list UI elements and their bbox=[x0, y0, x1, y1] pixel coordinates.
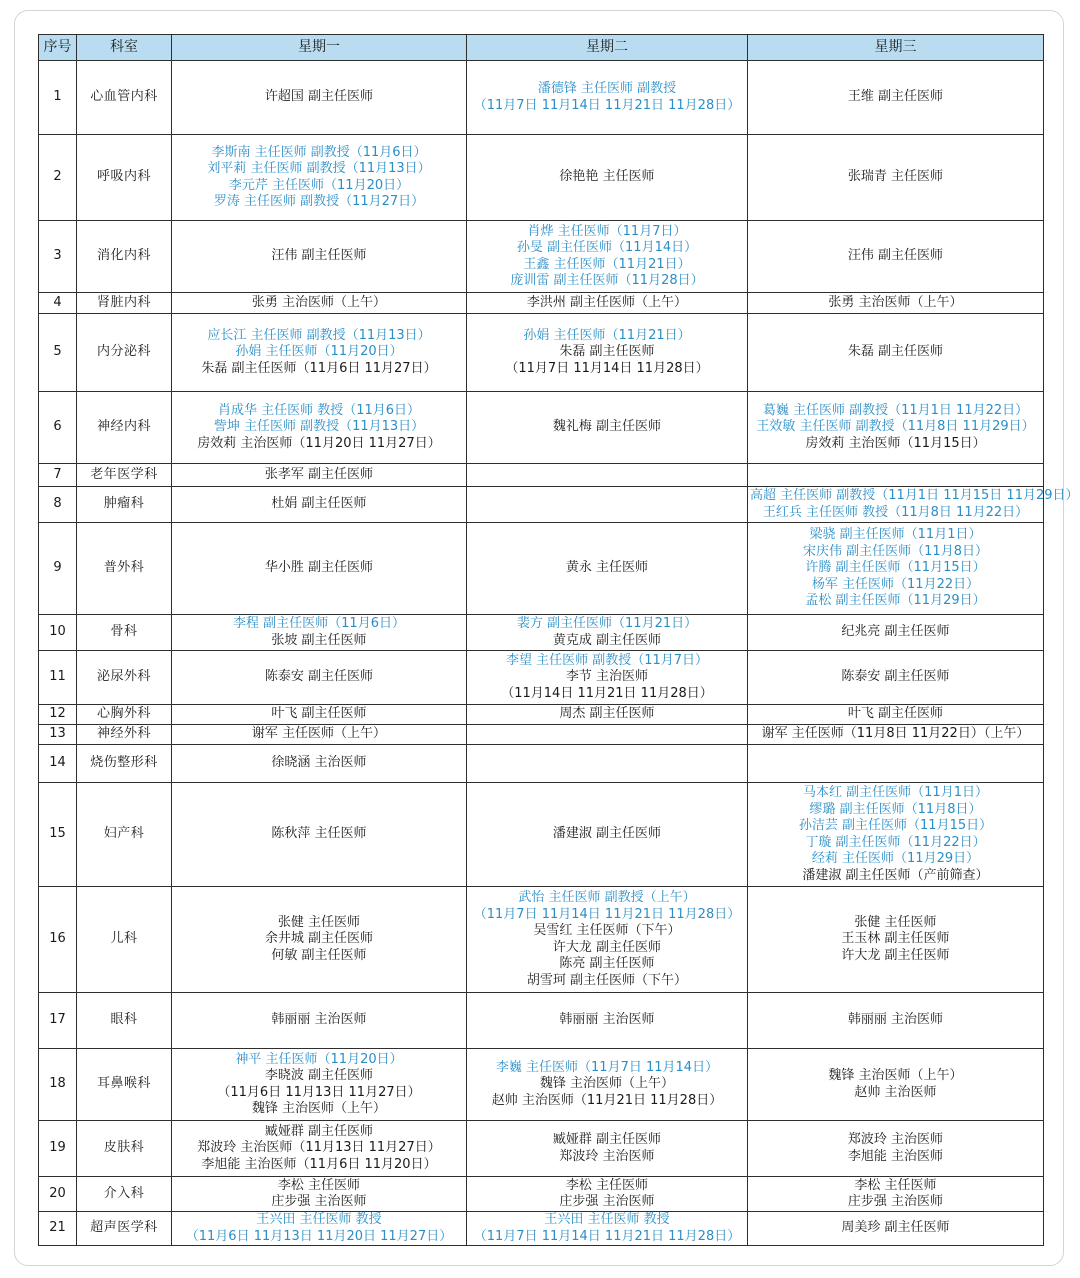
doctor-entry: （11月6日 11月13日 11月20日 11月27日） bbox=[185, 1228, 453, 1244]
wednesday-cell bbox=[748, 314, 1044, 392]
doctor-entry: 房效莉 主治医师（11月15日） bbox=[805, 435, 986, 451]
wednesday-cell bbox=[748, 783, 1044, 887]
department-name: 内分泌科 bbox=[77, 314, 172, 392]
monday-cell bbox=[172, 651, 467, 705]
doctor-entry: 李斯南 主任医师 副教授（11月6日） bbox=[211, 144, 427, 160]
doctor-entry: 张健 主任医师 bbox=[277, 914, 361, 930]
monday-cell bbox=[172, 1121, 467, 1177]
table-row bbox=[39, 392, 1044, 464]
department-name: 老年医学科 bbox=[77, 464, 172, 487]
monday-cell bbox=[172, 725, 467, 745]
tuesday-cell bbox=[467, 464, 748, 487]
tuesday-cell bbox=[467, 783, 748, 887]
monday-cell bbox=[172, 135, 467, 221]
department-name: 骨科 bbox=[77, 615, 172, 651]
tuesday-cell bbox=[467, 487, 748, 523]
department-name: 儿科 bbox=[77, 887, 172, 993]
table-row bbox=[39, 1049, 1044, 1121]
tuesday-cell bbox=[467, 61, 748, 135]
doctor-entry: 臧娅群 副主任医师 bbox=[552, 1132, 662, 1147]
doctor-entry: 潘德锋 主任医师 副教授 bbox=[537, 81, 677, 96]
doctor-entry: 李程 副主任医师（11月6日） bbox=[233, 616, 405, 631]
table-row bbox=[39, 1177, 1044, 1212]
doctor-entry: 郑波玲 主治医师 bbox=[559, 1148, 655, 1164]
header-tuesday: 星期二 bbox=[467, 35, 748, 61]
monday-cell bbox=[172, 887, 467, 993]
monday-cell bbox=[172, 993, 467, 1049]
wednesday-cell bbox=[748, 1212, 1044, 1246]
row-number: 6 bbox=[39, 392, 77, 464]
table-row bbox=[39, 783, 1044, 887]
tuesday-cell bbox=[467, 293, 748, 314]
doctor-entry: 赵帅 主治医师 bbox=[854, 1084, 937, 1100]
department-name: 神经外科 bbox=[77, 725, 172, 745]
monday-cell bbox=[172, 293, 467, 314]
doctor-entry: 赵帅 主治医师（11月21日 11月28日） bbox=[491, 1092, 723, 1108]
wednesday-cell bbox=[748, 135, 1044, 221]
department-name: 烧伤整形科 bbox=[77, 745, 172, 783]
doctor-entry: 纪兆亮 副主任医师 bbox=[841, 624, 950, 640]
table-row bbox=[39, 487, 1044, 523]
doctor-entry: 李旭能 主治医师 bbox=[847, 1148, 944, 1164]
header-row bbox=[39, 35, 1044, 61]
doctor-entry: 张坡 副主任医师 bbox=[271, 632, 367, 648]
doctor-entry: 黄永 主任医师 bbox=[565, 560, 649, 576]
table-row bbox=[39, 293, 1044, 314]
doctor-entry: 潘建淑 副主任医师（产前筛查） bbox=[802, 867, 989, 883]
row-number: 21 bbox=[39, 1212, 77, 1246]
table-row bbox=[39, 745, 1044, 783]
doctor-entry: 王玉林 副主任医师 bbox=[841, 931, 950, 947]
doctor-entry: 裴方 副主任医师（11月21日） bbox=[516, 616, 698, 631]
doctor-entry: 杜娟 副主任医师 bbox=[271, 496, 367, 512]
wednesday-cell bbox=[748, 221, 1044, 293]
doctor-entry: 许超国 副主任医师 bbox=[264, 89, 374, 105]
doctor-entry: 张孝军 副主任医师 bbox=[264, 466, 374, 482]
tuesday-cell bbox=[467, 651, 748, 705]
department-name: 消化内科 bbox=[77, 221, 172, 293]
row-number: 17 bbox=[39, 993, 77, 1049]
row-number: 10 bbox=[39, 615, 77, 651]
doctor-entry: 孙娟 主任医师（11月21日） bbox=[523, 327, 691, 343]
row-number: 11 bbox=[39, 651, 77, 705]
wednesday-cell bbox=[748, 745, 1044, 783]
table-row bbox=[39, 314, 1044, 392]
doctor-entry: 吴雪红 主任医师（下午） bbox=[533, 923, 681, 938]
tuesday-cell bbox=[467, 745, 748, 783]
row-number: 4 bbox=[39, 293, 77, 314]
doctor-entry: 梁骁 副主任医师（11月1日） bbox=[809, 527, 982, 543]
department-name: 呼吸内科 bbox=[77, 135, 172, 221]
doctor-entry: 谢军 主任医师（上午） bbox=[251, 726, 387, 742]
doctor-entry: 陈亮 副主任医师 bbox=[559, 956, 655, 971]
monday-cell bbox=[172, 464, 467, 487]
doctor-entry: 李巍 主任医师（11月7日 11月14日） bbox=[495, 1059, 719, 1075]
doctor-entry: 李洪州 副主任医师（上午） bbox=[526, 294, 688, 310]
tuesday-cell bbox=[467, 221, 748, 293]
doctor-entry: 汪伟 副主任医师 bbox=[271, 248, 367, 264]
doctor-entry: 李望 主任医师 副教授（11月7日） bbox=[505, 652, 709, 668]
monday-cell bbox=[172, 221, 467, 293]
table-row bbox=[39, 1212, 1044, 1246]
doctor-entry: 徐晓涵 主治医师 bbox=[271, 755, 367, 771]
row-number: 5 bbox=[39, 314, 77, 392]
doctor-entry: 郑波玲 主治医师（11月13日 11月27日） bbox=[197, 1140, 441, 1156]
table-row bbox=[39, 135, 1044, 221]
doctor-entry: 孙旻 副主任医师（11月14日） bbox=[516, 240, 698, 255]
doctor-entry: 房效莉 主治医师（11月20日 11月27日） bbox=[197, 435, 441, 451]
doctor-entry: 孙娟 主任医师（11月20日） bbox=[235, 344, 403, 360]
doctor-entry: 朱磊 副主任医师 bbox=[559, 344, 655, 360]
doctor-entry: 许腾 副主任医师（11月15日） bbox=[805, 560, 986, 576]
doctor-entry: 张勇 主治医师（上午） bbox=[251, 294, 387, 310]
monday-cell bbox=[172, 783, 467, 887]
doctor-entry: 黄克成 副主任医师 bbox=[552, 632, 662, 648]
monday-cell bbox=[172, 1212, 467, 1246]
wednesday-cell bbox=[748, 392, 1044, 464]
tuesday-cell bbox=[467, 135, 748, 221]
row-number: 16 bbox=[39, 887, 77, 993]
doctor-entry: （11月7日 11月14日 11月28日） bbox=[505, 360, 709, 376]
doctor-entry: 魏锋 主治医师（上午） bbox=[539, 1076, 675, 1092]
table-row bbox=[39, 887, 1044, 993]
doctor-entry: 庄步强 主治医师 bbox=[559, 1194, 655, 1209]
wednesday-cell bbox=[748, 61, 1044, 135]
doctor-entry: 訾坤 主任医师 副教授（11月13日） bbox=[213, 419, 425, 435]
monday-cell bbox=[172, 615, 467, 651]
row-number: 7 bbox=[39, 464, 77, 487]
doctor-entry: 庄步强 主治医师 bbox=[271, 1194, 367, 1209]
doctor-entry: 孙洁芸 副主任医师（11月15日） bbox=[798, 818, 993, 833]
doctor-entry: （11月6日 11月13日 11月27日） bbox=[217, 1084, 421, 1100]
schedule-body bbox=[39, 61, 1079, 1246]
doctor-entry: 王鑫 主任医师（11月21日） bbox=[523, 256, 691, 272]
monday-cell bbox=[172, 392, 467, 464]
doctor-entry: 臧娅群 副主任医师 bbox=[264, 1123, 374, 1139]
doctor-entry: 陈秋萍 主任医师 bbox=[271, 826, 367, 842]
doctor-entry: 马本红 副主任医师（11月1日） bbox=[803, 785, 988, 800]
doctor-entry: 周美珍 副主任医师 bbox=[841, 1220, 950, 1236]
monday-cell bbox=[172, 1049, 467, 1121]
table-row bbox=[39, 615, 1044, 651]
wednesday-cell bbox=[748, 487, 1079, 523]
table-row bbox=[39, 705, 1044, 725]
doctor-entry: 张勇 主治医师（上午） bbox=[828, 294, 963, 310]
doctor-entry: 李元芹 主任医师（11月20日） bbox=[228, 177, 410, 193]
doctor-entry: 肖烨 主任医师（11月7日） bbox=[527, 223, 687, 239]
doctor-entry: 潘建淑 副主任医师 bbox=[552, 826, 662, 842]
wednesday-cell bbox=[748, 1049, 1044, 1121]
department-name: 眼科 bbox=[77, 993, 172, 1049]
monday-cell bbox=[172, 705, 467, 725]
doctor-entry: 郑波玲 主治医师 bbox=[847, 1132, 944, 1147]
doctor-entry: 孟松 副主任医师（11月29日） bbox=[805, 593, 986, 609]
tuesday-cell bbox=[467, 1177, 748, 1212]
doctor-entry: 叶飞 副主任医师 bbox=[847, 706, 944, 722]
doctor-entry: 韩丽丽 主治医师 bbox=[847, 1012, 944, 1028]
department-name: 心血管内科 bbox=[77, 61, 172, 135]
table-row bbox=[39, 725, 1044, 745]
row-number: 3 bbox=[39, 221, 77, 293]
doctor-entry: 王兴田 主任医师 教授 bbox=[256, 1212, 382, 1227]
wednesday-cell bbox=[748, 523, 1044, 615]
doctor-entry: 陈泰安 副主任医师 bbox=[264, 669, 374, 685]
doctor-entry: 李晓波 副主任医师 bbox=[264, 1068, 374, 1083]
doctor-entry: 王兴田 主任医师 教授 bbox=[544, 1212, 670, 1227]
row-number: 12 bbox=[39, 705, 77, 725]
wednesday-cell bbox=[748, 651, 1044, 705]
doctor-entry: 余井城 副主任医师 bbox=[264, 931, 374, 947]
doctor-entry: 庄步强 主治医师 bbox=[847, 1194, 944, 1209]
header-dept: 科室 bbox=[77, 35, 172, 61]
doctor-entry: 韩丽丽 主治医师 bbox=[271, 1012, 367, 1028]
doctor-entry: 肖成华 主任医师 教授（11月6日） bbox=[217, 402, 421, 418]
doctor-entry: 王效敏 主任医师 副教授（11月8日 11月29日） bbox=[756, 419, 1035, 435]
wednesday-cell bbox=[748, 293, 1044, 314]
department-name: 泌尿外科 bbox=[77, 651, 172, 705]
table-row bbox=[39, 523, 1044, 615]
doctor-entry: 韩丽丽 主治医师 bbox=[559, 1012, 655, 1028]
doctor-entry: （11月14日 11月21日 11月28日） bbox=[501, 685, 713, 701]
header-wednesday: 星期三 bbox=[748, 35, 1044, 61]
doctor-entry: 叶飞 副主任医师 bbox=[271, 706, 367, 722]
department-name: 心胸外科 bbox=[77, 705, 172, 725]
doctor-entry: 许大龙 副主任医师 bbox=[841, 947, 950, 963]
department-name: 肾脏内科 bbox=[77, 293, 172, 314]
wednesday-cell bbox=[748, 993, 1044, 1049]
doctor-entry: 葛巍 主任医师 副教授（11月1日 11月22日） bbox=[762, 402, 1029, 418]
doctor-entry: 缪璐 副主任医师（11月8日） bbox=[809, 801, 982, 817]
doctor-entry: 张瑞青 主任医师 bbox=[847, 169, 944, 185]
tuesday-cell bbox=[467, 993, 748, 1049]
tuesday-cell bbox=[467, 1121, 748, 1177]
doctor-entry: 谢军 主任医师（11月8日 11月22日）（上午） bbox=[761, 726, 1030, 742]
wednesday-cell bbox=[748, 705, 1044, 725]
doctor-entry: 李节 主治医师 bbox=[565, 669, 649, 685]
wednesday-cell bbox=[748, 1121, 1044, 1177]
row-number: 9 bbox=[39, 523, 77, 615]
doctor-entry: 朱磊 副主任医师 bbox=[847, 344, 944, 360]
tuesday-cell bbox=[467, 725, 748, 745]
doctor-entry: 徐艳艳 主任医师 bbox=[559, 169, 655, 185]
tuesday-cell bbox=[467, 615, 748, 651]
wednesday-cell bbox=[748, 464, 1044, 487]
doctor-entry: 朱磊 副主任医师（11月6日 11月27日） bbox=[201, 360, 437, 376]
header-no: 序号 bbox=[39, 35, 77, 61]
doctor-entry: 李松 主任医师 bbox=[854, 1177, 937, 1193]
row-number: 19 bbox=[39, 1121, 77, 1177]
header-monday: 星期一 bbox=[172, 35, 467, 61]
doctor-entry: 李松 主任医师 bbox=[277, 1177, 361, 1193]
department-name: 耳鼻喉科 bbox=[77, 1049, 172, 1121]
tuesday-cell bbox=[467, 887, 748, 993]
monday-cell bbox=[172, 745, 467, 783]
tuesday-cell bbox=[467, 314, 748, 392]
wednesday-cell bbox=[748, 887, 1044, 993]
doctor-entry: 刘平莉 主任医师 副教授（11月13日） bbox=[207, 161, 431, 176]
schedule-table bbox=[38, 34, 1079, 1246]
wednesday-cell bbox=[748, 615, 1044, 651]
monday-cell bbox=[172, 523, 467, 615]
doctor-entry: 魏锋 主治医师（上午） bbox=[251, 1101, 387, 1116]
doctor-entry: 武怡 主任医师 副教授（上午） bbox=[518, 890, 696, 905]
table-row bbox=[39, 61, 1044, 135]
doctor-entry: 陈泰安 副主任医师 bbox=[841, 669, 950, 685]
doctor-entry: 宋庆伟 副主任医师（11月8日） bbox=[803, 543, 988, 559]
doctor-entry: 经莉 主任医师（11月29日） bbox=[811, 851, 980, 866]
doctor-entry: （11月7日 11月14日 11月21日 11月28日） bbox=[473, 97, 741, 113]
doctor-entry: 丁璇 副主任医师（11月22日） bbox=[805, 834, 986, 850]
doctor-entry: 王维 副主任医师 bbox=[847, 89, 944, 105]
row-number: 20 bbox=[39, 1177, 77, 1212]
row-number: 8 bbox=[39, 487, 77, 523]
table-row bbox=[39, 993, 1044, 1049]
department-name: 妇产科 bbox=[77, 783, 172, 887]
doctor-entry: 王红兵 主任医师 教授（11月8日 11月22日） bbox=[762, 504, 1029, 520]
doctor-entry: 李旭能 主治医师（11月6日 11月20日） bbox=[201, 1156, 437, 1172]
doctor-entry: 罗涛 主任医师 副教授（11月27日） bbox=[213, 194, 425, 209]
row-number: 18 bbox=[39, 1049, 77, 1121]
doctor-entry: 高超 主任医师 副教授（11月1日 11月15日 11月29日） bbox=[750, 488, 1079, 503]
doctor-entry: 魏锋 主治医师（上午） bbox=[828, 1068, 963, 1083]
monday-cell bbox=[172, 487, 467, 523]
department-name: 肿瘤科 bbox=[77, 487, 172, 523]
table-row bbox=[39, 651, 1044, 705]
tuesday-cell bbox=[467, 1212, 748, 1246]
doctor-entry: 应长江 主任医师 副教授（11月13日） bbox=[207, 327, 431, 343]
doctor-entry: 周杰 副主任医师 bbox=[559, 706, 655, 722]
row-number: 1 bbox=[39, 61, 77, 135]
tuesday-cell bbox=[467, 392, 748, 464]
department-name: 介入科 bbox=[77, 1177, 172, 1212]
monday-cell bbox=[172, 1177, 467, 1212]
doctor-entry: 神平 主任医师（11月20日） bbox=[235, 1051, 403, 1067]
doctor-entry: 张健 主任医师 bbox=[854, 914, 937, 930]
monday-cell bbox=[172, 61, 467, 135]
doctor-entry: 胡雪珂 副主任医师（下午） bbox=[526, 972, 688, 988]
doctor-entry: （11月7日 11月14日 11月21日 11月28日） bbox=[473, 1228, 741, 1244]
table-row bbox=[39, 221, 1044, 293]
doctor-entry: 华小胜 副主任医师 bbox=[264, 560, 374, 576]
wednesday-cell bbox=[748, 1177, 1044, 1212]
department-name: 超声医学科 bbox=[77, 1212, 172, 1246]
department-name: 普外科 bbox=[77, 523, 172, 615]
doctor-entry: 汪伟 副主任医师 bbox=[847, 248, 944, 264]
department-name: 皮肤科 bbox=[77, 1121, 172, 1177]
doctor-entry: 李松 主任医师 bbox=[565, 1177, 649, 1193]
table-row bbox=[39, 464, 1044, 487]
doctor-entry: （11月7日 11月14日 11月21日 11月28日） bbox=[473, 906, 741, 922]
row-number: 15 bbox=[39, 783, 77, 887]
tuesday-cell bbox=[467, 705, 748, 725]
doctor-entry: 杨军 主任医师（11月22日） bbox=[811, 576, 980, 592]
doctor-entry: 庞训雷 副主任医师（11月28日） bbox=[510, 273, 704, 288]
row-number: 2 bbox=[39, 135, 77, 221]
department-name: 神经内科 bbox=[77, 392, 172, 464]
doctor-entry: 许大龙 副主任医师 bbox=[552, 939, 662, 955]
table-row bbox=[39, 1121, 1044, 1177]
doctor-entry: 魏礼梅 副主任医师 bbox=[552, 419, 662, 435]
tuesday-cell bbox=[467, 1049, 748, 1121]
row-number: 14 bbox=[39, 745, 77, 783]
wednesday-cell bbox=[748, 725, 1044, 745]
monday-cell bbox=[172, 314, 467, 392]
doctor-entry: 何敏 副主任医师 bbox=[271, 947, 367, 963]
row-number: 13 bbox=[39, 725, 77, 745]
tuesday-cell bbox=[467, 523, 748, 615]
